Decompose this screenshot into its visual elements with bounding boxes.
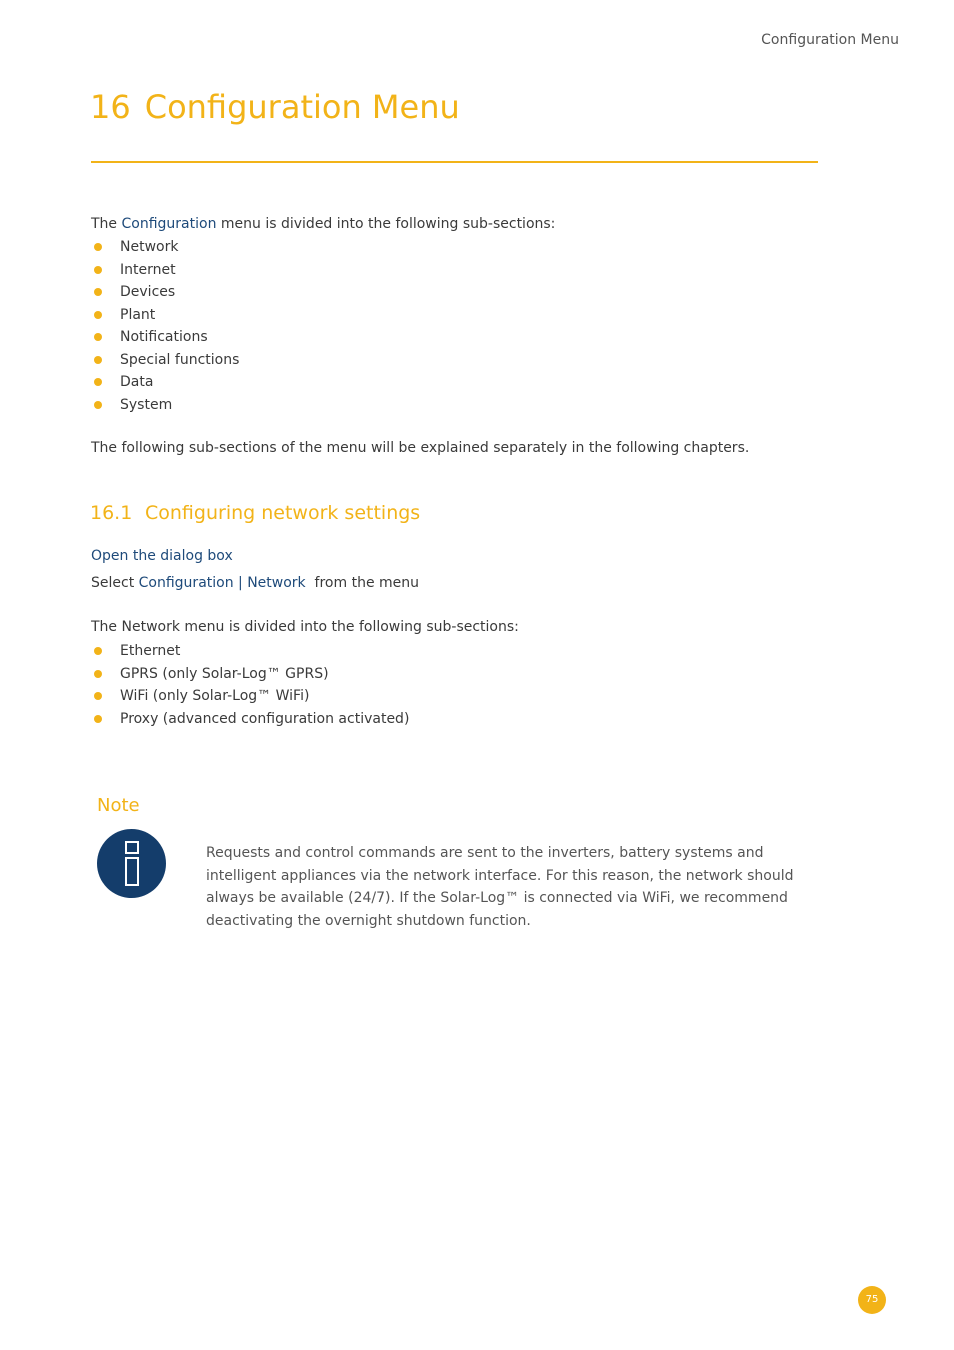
list-item-label: Plant <box>120 306 156 323</box>
list-item <box>91 349 239 372</box>
note-text: Requests and control commands are sent to the inverters, battery systems and intelligent appliances via the network interface. For this reason, the network should always be available (24/7). If the Solar-Log™ is connected via WiFi, we recommend deactivating the overnight shutdown function. <box>206 845 794 929</box>
select-instruction <box>91 575 419 591</box>
note-title: Note <box>97 795 140 816</box>
intro-paragraph <box>91 216 555 232</box>
bullet-icon <box>94 647 102 655</box>
list-item-label: Devices <box>120 284 176 300</box>
chapter-number: 16 <box>90 88 131 126</box>
section-title-text: Configuring network settings <box>145 502 421 524</box>
list-item-label: Special functions <box>120 351 240 368</box>
list-item <box>91 304 239 327</box>
bullet-icon <box>94 670 102 678</box>
bullet-icon <box>94 378 102 386</box>
list-item <box>91 708 409 731</box>
list-item <box>91 685 409 708</box>
bullet-icon <box>94 692 102 700</box>
list-item-label: System <box>120 396 173 413</box>
bullet-icon <box>94 356 102 364</box>
list-item <box>91 663 409 686</box>
configuration-link[interactable]: Configuration <box>121 216 217 232</box>
bullet-icon <box>94 333 102 341</box>
section-title <box>90 502 420 524</box>
list-item-label: Network <box>120 239 179 255</box>
bullet-icon <box>94 266 102 274</box>
list-item-label: Notifications <box>120 329 208 345</box>
list-item <box>91 326 239 349</box>
bullet-icon <box>94 243 102 251</box>
select-suffix: from the menu <box>305 575 420 591</box>
list-item <box>91 394 239 417</box>
page-number-badge: 75 <box>858 1286 886 1314</box>
info-icon <box>97 829 166 898</box>
intro-prefix: The <box>91 216 122 232</box>
followup-paragraph: The following sub-sections of the menu will be explained separately in the following chapters. <box>91 440 750 456</box>
list-item <box>91 640 409 663</box>
list-item <box>91 236 239 259</box>
bullet-icon <box>94 288 102 296</box>
bullet-icon <box>94 401 102 409</box>
network-intro: The Network menu is divided into the following sub-sections: <box>91 619 519 635</box>
bullet-icon <box>94 311 102 319</box>
list-item-label: WiFi (only Solar-Log™ WiFi) <box>120 688 310 704</box>
network-submenu-list <box>91 640 409 730</box>
list-item-label: Proxy (advanced configuration activated) <box>120 710 410 727</box>
section-number: 16.1 <box>90 502 133 524</box>
open-dialog-heading: Open the dialog box <box>91 548 233 564</box>
list-item <box>91 281 239 304</box>
select-prefix: Select <box>91 575 139 591</box>
title-divider <box>91 161 818 163</box>
list-item-label: GPRS (only Solar-Log™ GPRS) <box>120 665 329 682</box>
running-header: Configuration Menu <box>761 32 899 48</box>
list-item-label: Ethernet <box>120 643 181 659</box>
bullet-icon <box>94 715 102 723</box>
configuration-submenu-list <box>91 236 239 416</box>
list-item <box>91 371 239 394</box>
list-item <box>91 259 239 282</box>
list-item-label: Internet <box>120 261 176 278</box>
chapter-title-text: Configuration Menu <box>144 88 460 126</box>
intro-suffix: menu is divided into the following sub-sections: <box>216 216 556 232</box>
list-item-label: Data <box>120 374 154 390</box>
info-icon-glyph <box>97 829 166 898</box>
chapter-title <box>90 88 460 126</box>
configuration-network-link[interactable]: Configuration | Network <box>138 575 306 591</box>
